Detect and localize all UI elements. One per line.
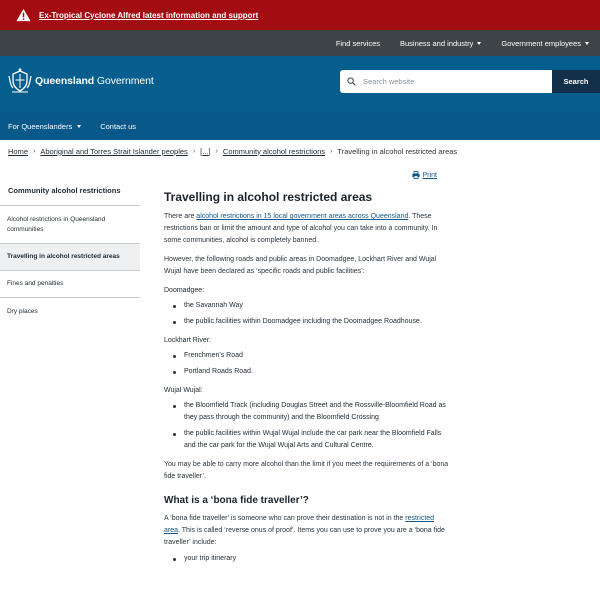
search-button[interactable]: Search — [552, 70, 600, 93]
breadcrumb-ellipsis[interactable]: [...] — [200, 146, 211, 156]
restricted-area-link[interactable]: restricted area — [164, 515, 435, 534]
top-nav-label: Government employees — [501, 38, 581, 48]
top-nav-business-industry[interactable] — [400, 39, 481, 48]
print-link[interactable]: Print — [422, 171, 437, 179]
print-control[interactable] — [164, 168, 449, 182]
alert-bar — [0, 0, 600, 30]
doomadgee-list — [164, 300, 449, 328]
top-nav-label: Business and industry — [400, 38, 474, 48]
chevron-right-icon: › — [33, 147, 36, 155]
breadcrumb-atsi[interactable]: Aboriginal and Torres Strait Islander peoples — [40, 146, 188, 156]
page-title: Travelling in alcohol restricted areas — [164, 190, 373, 204]
section-title-bona-fide: What is a ‘bona fide traveller’? — [164, 495, 309, 506]
sidebar-nav — [0, 176, 140, 325]
list-item: the public facilities within Wujal Wujal include the car park near the Bloomfield Falls and the car park for the Wujal Wujal Arts and Cultural Centre. — [164, 428, 449, 452]
search-input[interactable] — [363, 77, 543, 86]
list-item: the Savannah Way — [164, 300, 449, 312]
chevron-right-icon: › — [192, 147, 196, 155]
bona-fide-paragraph: You may be able to carry more alcohol than the limit if you meet the requirements of a ‘bona fide traveller’. — [164, 461, 449, 480]
breadcrumb-home[interactable]: Home — [8, 146, 29, 156]
nav-label: For Queenslanders — [8, 121, 73, 131]
sidebar-item-alcohol-restrictions[interactable]: Alcohol restrictions in Queensland communities — [0, 206, 140, 244]
chevron-down-icon — [585, 42, 589, 45]
breadcrumb-current: Travelling in alcohol restricted areas — [337, 146, 458, 156]
list-item: the Bloomfield Track (including Douglas Street and the Rossville-Bloomfield Road as they pass through the community) and the Bloomfield Crossing — [164, 400, 449, 424]
lockhart-label: Lockhart River: — [164, 337, 212, 344]
site-logo[interactable] — [7, 68, 154, 94]
alcohol-restrictions-link[interactable]: alcohol restrictions in 15 local government areas across Queensland — [196, 213, 409, 220]
list-item: the public facilities within Doomadgee including the Doomadgee Roadhouse. — [164, 316, 449, 328]
top-nav-label: Find services — [335, 38, 380, 48]
alert-link[interactable]: Ex-Tropical Cyclone Alfred latest information and support — [39, 10, 259, 20]
wujal-list — [164, 400, 449, 452]
warning-icon — [16, 8, 31, 22]
nav-label: Contact us — [100, 121, 137, 131]
wujal-label: Wujal Wujal: — [164, 387, 203, 394]
nav-contact-us[interactable] — [100, 122, 136, 131]
doomadgee-label: Doomadgee: — [164, 287, 205, 294]
list-item: your trip itinerary — [164, 553, 449, 565]
sidebar-item-fines[interactable]: Fines and penalties — [0, 271, 140, 298]
site-header — [0, 56, 600, 112]
print-icon — [412, 171, 420, 179]
search-icon — [347, 77, 356, 86]
list-item: Portland Roads Road. — [164, 366, 449, 378]
top-nav-find-services[interactable] — [336, 39, 380, 48]
chevron-right-icon: › — [215, 147, 218, 155]
sidebar-item-travelling[interactable]: Travelling in alcohol restricted areas — [0, 244, 140, 271]
top-nav-government-employees[interactable] — [501, 39, 589, 48]
main-nav — [0, 112, 600, 140]
logo-text: Queensland Government — [35, 75, 154, 87]
main-content — [164, 168, 449, 569]
search-box — [340, 70, 552, 93]
chevron-right-icon: › — [330, 147, 333, 155]
nav-for-queenslanders[interactable] — [8, 122, 81, 131]
coat-of-arms-icon — [7, 68, 33, 94]
specific-roads-paragraph: However, the following roads and public areas in Doomadgee, Lockhart River and Wujal Wujal have been declared as ‘specific roads and public facilities’: — [164, 256, 437, 275]
chevron-down-icon — [477, 42, 481, 45]
proof-list — [164, 553, 449, 565]
sidebar-heading[interactable]: Community alcohol restrictions — [0, 176, 140, 206]
list-item: Frenchmen's Road — [164, 350, 449, 362]
sidebar-item-dry-places[interactable]: Dry places — [7, 307, 38, 315]
bona-fide-definition: A ‘bona fide traveller’ is someone who can prove their destination is not in the restricted area. This is called ‘reverse onus of proof’. Items you can use to prove you are a ‘bona fide traveller’ include: — [164, 515, 445, 546]
intro-paragraph: There are alcohol restrictions in 15 local government areas across Queensland. These restrictions ban or limit the amount and type of alcohol you can take into a community. In some communities, alcohol is completely banned. — [164, 213, 438, 244]
lockhart-list — [164, 350, 449, 378]
breadcrumb-community-alcohol[interactable]: Community alcohol restrictions — [222, 146, 326, 156]
top-nav — [0, 30, 600, 56]
chevron-down-icon — [77, 125, 81, 128]
breadcrumb — [0, 140, 600, 162]
